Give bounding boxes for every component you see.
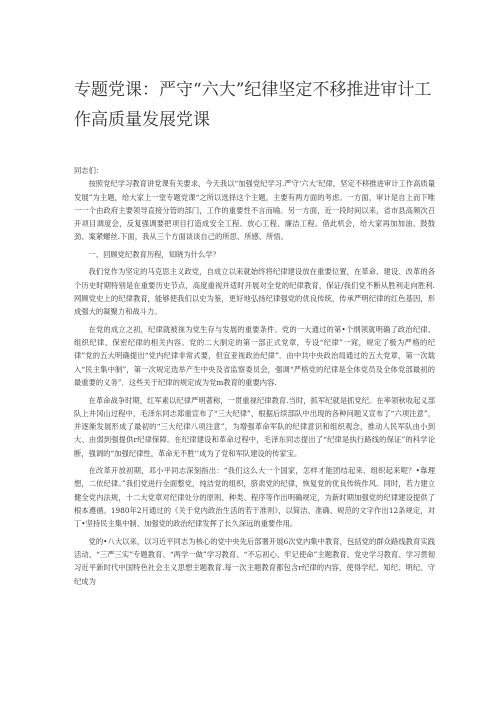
document-title: 专题党课：严守“六大”纪律坚定不移推进审计工作高质量发展党课 (74, 80, 432, 130)
paragraph: 在革命战争时期，红军素以纪律严明著称，一贯重视纪律教育.当时，抓军纪就是抓党纪。在率领秋收起义部队上井冈山过程中，毛泽东同志郑重宣布了“三大纪律”，根据后续部队中出现的各种问题又宣布了“六项注意”，并逐渐发展形成了最初的“三大纪律八项注意”，为增强革命军队的纪律意识和组织观念，推动人民军队由小到大、由弱到强提供r纪律保障。在纪律建设和革命过程中，毛泽东同志提出了“纪律是执行路线的保证”的科学论断，强调的“加强纪律性，革命无不胜’’成为了党和军队建设的传家宝。 (74, 395, 435, 458)
salutation: 同志们： (74, 166, 104, 175)
paragraph: 党的•八大以来，以习近平同志为核心的党中央先后部署开展6次党内集中教育，包括党的群众路线教育实践活动、“三严三实”专题教育、“两学一做”学习教育、“不忘初心、牢记使命”主题教育、党史学习教育、学习贯彻习近平新时代中国特色社会主义思想主题教育.每一次主题教育都包含r纪律的内容，使得学纪、知纪、明纪、守纪成为 (74, 536, 435, 586)
paragraph: 按照党纪学习教育讲党课有关要求，今天我以“加强党纪学习.严守‘六大’纪律，坚定不移推进审计工作高质量发展”为主题，给大家上一堂专题党课“之所以选择这个主题，主要有两方面的考虑。一方面，审计是自上而下唯一一个由政府主要领导直接分管的部门，工作的重要性不言而喻。另一方面，近一段时间以来，省市县高频次召开项目调度会，反复强调要把项目打造成安全工程、放心工程、廉洁工程。借此机会，给大家再加加油、鼓鼓劲、案紧螺丝.下面，我从三个方面谈谈自己的所思、所感、所悟。 (74, 179, 435, 242)
document-body (74, 164, 435, 592)
paragraph: 在党的成立之初，纪律就被视为党生存与发展的重要条件。党的一大通过的第•个纲领就明确了政治纪律、组织纪律、保密纪律的相关内容。党的二大制定的第一部正式党章，专设“纪律”一窕，规定了极为严格的纪律”党的五大明确提出“党内纪律非常式要，但宜亚视政治纪律”．由中共中央政治局通过的五大党章，第一次载入“民主集中制”，第一次规定选举产生中央及省监察委员会，强调“严格党的纪律是全体党员及全体党部最初的最重要的义务”．这些关于纪律的规定成为党m教育的重要内容. (74, 324, 435, 388)
paragraph: 在改革开放初期，邓小平同志深刻指出：“我们这么大一个国家，怎样才能团结起来、组织起来呢？•靠理想，二依纪律。”我们党进行全面整党，纯洁党的组织，脐肃党的纪律，恢复党的优良传统作风。同时，若力建立健全党内法规，十二大党章对纪律处分的原则、种类、程序等作出明确规定，为新时期加强党的纪律建设提供了根本遵循。1980年2月通过的《关于党内政治生活的若干准则》，以简洁、准确、规范的文字作出12条规定，对丁•坚持民主集中制、加强党的政治纪律发挥了长久深远的重要作用。 (74, 466, 435, 529)
section-heading: 一、回顾党纪教育历程，知晓为什么学？ (88, 249, 220, 259)
paragraph: 我们党作为坚定的马克思主义政党，自成立以来就始终将纪律建设放在重要位置，在革命、建设、改革的各个历史时期特别是在重要历史节点，高度重视并适时开展对全党的纪律教育，保证/我们党不断从胜利走向胜利.网顾党史上的纪律教育，能够使我们以史为鉴，更好地弘扬纪律强党的优良传统，传承严明纪律的红色基因，形成强大的凝聚力和战斗力。 (74, 267, 435, 317)
